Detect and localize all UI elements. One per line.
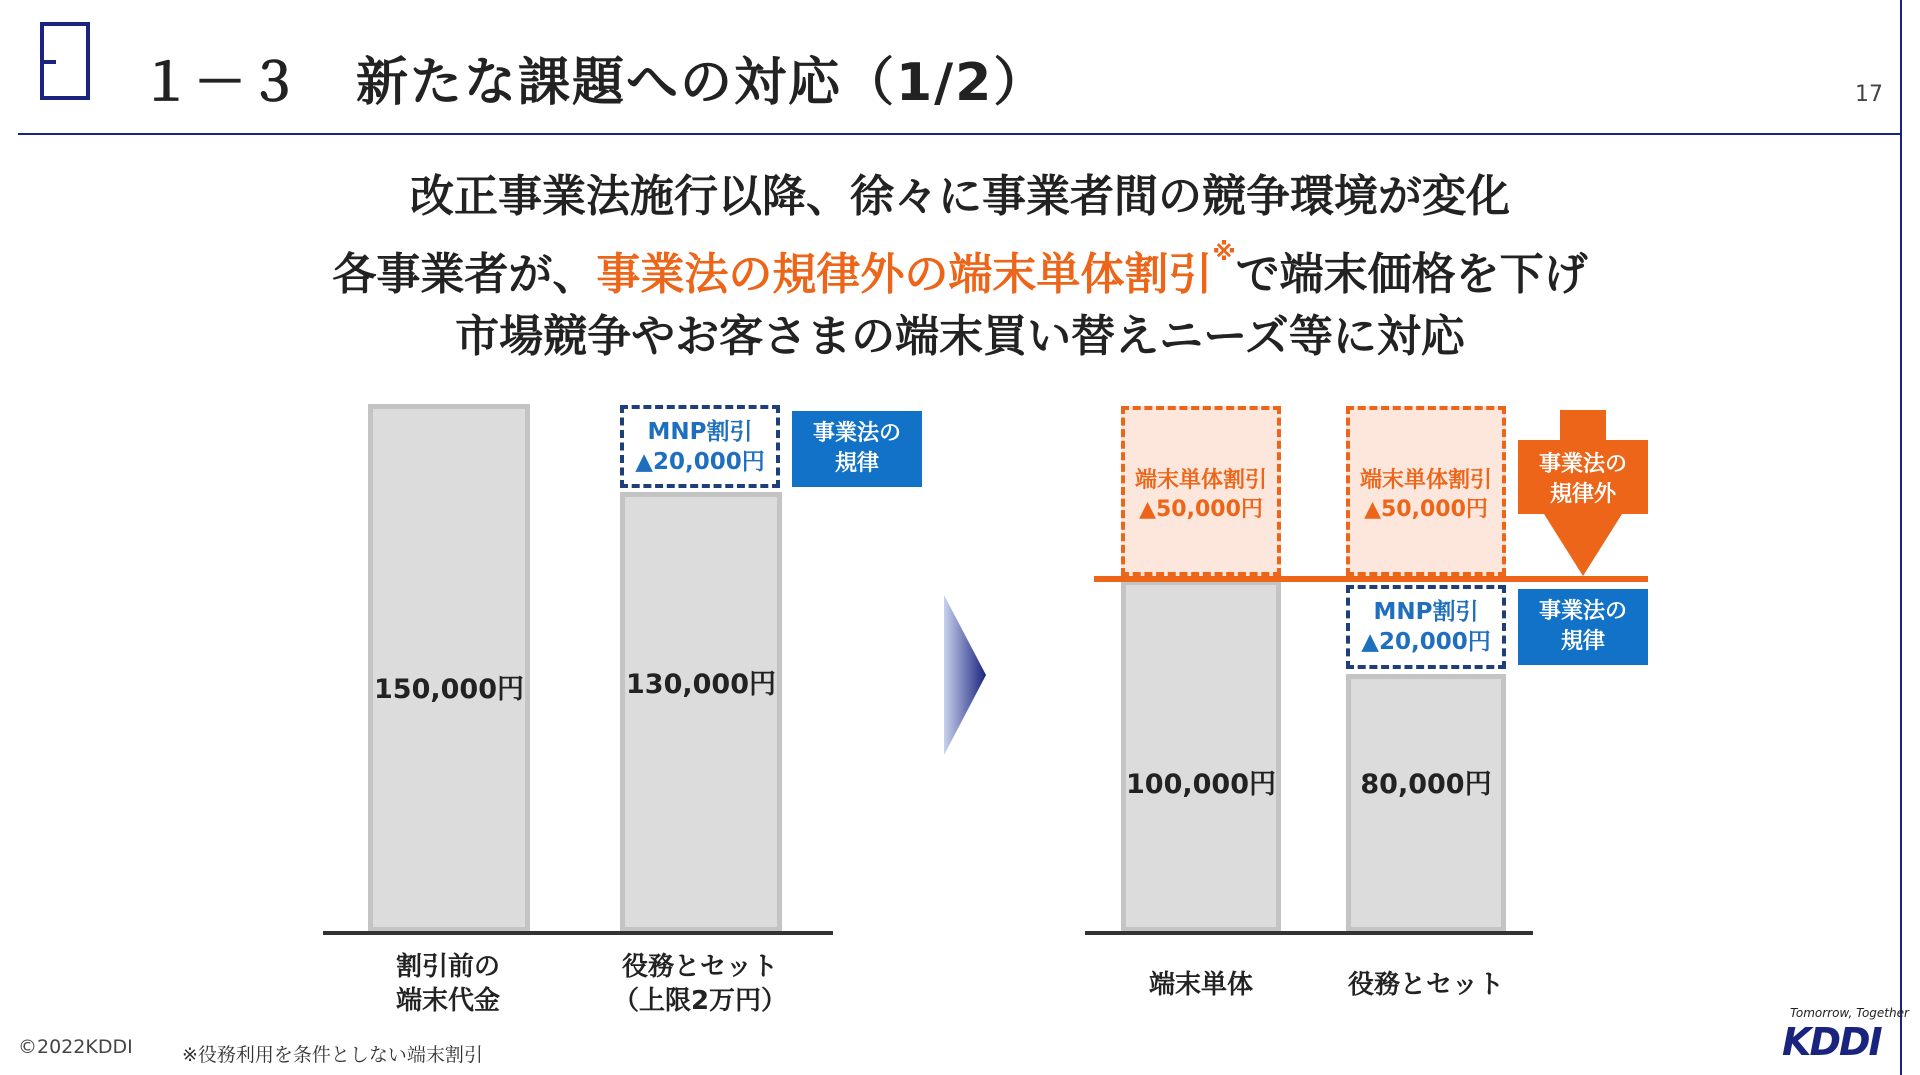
company-tagline: Tomorrow, Together xyxy=(1790,1006,1909,1020)
unregulated-tag xyxy=(1518,450,1648,510)
headline-note-mark: ※ xyxy=(1212,238,1236,266)
category-pre-discount-line2: 端末代金 xyxy=(395,986,500,1016)
mnp-discount-right-line2: ▲20,000円 xyxy=(1361,629,1491,655)
bar-device-with-service xyxy=(1346,674,1506,932)
device-discount-1-line1: 端末単体割引 xyxy=(1134,468,1267,493)
copyright: ©2022KDDI xyxy=(18,1036,133,1058)
regulated-tag-left xyxy=(792,411,922,487)
headline-line2-prefix: 各事業者が、 xyxy=(332,249,597,300)
bar-with-service xyxy=(620,492,782,932)
bar-with-service-value: 130,000円 xyxy=(626,669,776,700)
bar-pre-discount-value: 150,000円 xyxy=(374,674,524,705)
bar-device-with-service-value: 80,000円 xyxy=(1360,769,1492,800)
category-device-with-service: 役務とセット xyxy=(1347,970,1504,1000)
unregulated-tag-line2: 規律外 xyxy=(1549,482,1616,507)
regulated-tag-left-line1: 事業法の xyxy=(812,421,901,446)
chevron-right-icon xyxy=(944,595,986,755)
mnp-discount-left-line2: ▲20,000円 xyxy=(635,449,765,475)
device-discount-2-line1: 端末単体割引 xyxy=(1359,468,1492,493)
left-chart-baseline xyxy=(323,931,833,935)
category-device-only: 端末単体 xyxy=(1148,970,1253,1000)
bar-device-only-value: 100,000円 xyxy=(1126,769,1276,800)
bar-device-only xyxy=(1121,580,1281,932)
mnp-discount-box-left xyxy=(620,405,780,488)
mnp-discount-right-line1: MNP割引 xyxy=(1373,599,1479,625)
device-discount-box-2 xyxy=(1346,406,1506,576)
regulated-tag-right-line1: 事業法の xyxy=(1538,599,1627,624)
headline-line2-highlight: 事業法の規律外の端末単体割引 xyxy=(596,249,1213,300)
headline-line1: 改正事業法施行以降、徐々に事業者間の競争環境が変化 xyxy=(410,171,1510,222)
footnote: ※役務利用を条件としない端末割引 xyxy=(182,1044,483,1066)
mnp-discount-box-right xyxy=(1346,585,1506,669)
page-number: 17 xyxy=(1855,82,1883,107)
kddi-logo: KDDI xyxy=(1782,1020,1881,1064)
headline-line3: 市場競争やお客さまの端末買い替えニーズ等に対応 xyxy=(455,311,1465,362)
right-chart-baseline xyxy=(1085,931,1533,935)
headline-line2 xyxy=(0,238,1920,302)
device-discount-1-line2: ▲50,000円 xyxy=(1139,497,1263,522)
header-divider xyxy=(18,133,1900,135)
headline-line2-suffix: で端末価格を下げ xyxy=(1235,249,1588,300)
regulated-tag-right xyxy=(1518,589,1648,665)
category-with-service-line2: （上限2万円） xyxy=(612,986,788,1016)
regulated-tag-right-line2: 規律 xyxy=(1560,629,1605,654)
page-title: １－３ 新たな課題への対応（1/2） xyxy=(140,53,1048,113)
category-with-service xyxy=(590,950,810,1018)
category-pre-discount-line1: 割引前の xyxy=(395,952,500,982)
regulated-tag-left-line2: 規律 xyxy=(834,451,879,476)
device-discount-2-line2: ▲50,000円 xyxy=(1364,497,1488,522)
category-pre-discount xyxy=(348,950,548,1018)
category-with-service-line1: 役務とセット xyxy=(621,952,778,982)
title-bracket-mark xyxy=(40,22,90,100)
orange-threshold-line xyxy=(1094,576,1648,582)
device-discount-box-1 xyxy=(1121,406,1281,576)
mnp-discount-left-line1: MNP割引 xyxy=(647,419,753,445)
unregulated-tag-line1: 事業法の xyxy=(1538,452,1627,477)
